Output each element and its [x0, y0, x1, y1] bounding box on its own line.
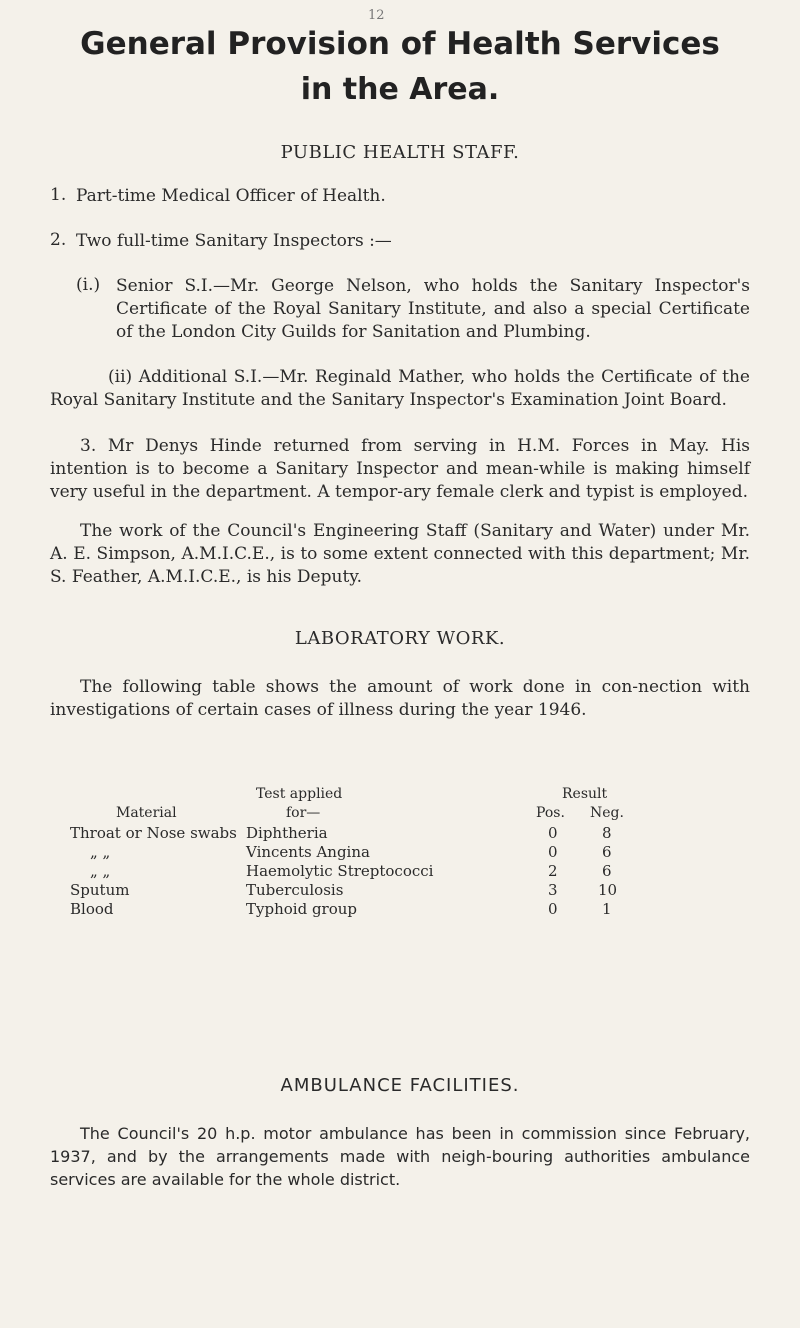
header-test-line1: Test applied [256, 786, 343, 802]
table-row [70, 824, 730, 843]
item2i-text: Senior S.I.—Mr. George Nelson, who holds the Sanitary Inspector's Certificate of the Royal Sanitary Institute, and also a special Certificate of the London City Guilds for Sanitation and Plumbing. [116, 276, 750, 342]
table-row [70, 843, 730, 862]
cell-pos: 0 [548, 843, 558, 861]
item1-text: Part-time Medical Officer of Health. [76, 186, 386, 206]
cell-pos: 3 [548, 881, 558, 899]
lab-table [70, 786, 730, 919]
cell-test: Diphtheria [246, 824, 328, 842]
cell-pos: 0 [548, 900, 558, 918]
page-subtitle: in the Area. [300, 72, 500, 107]
cell-neg: 6 [602, 843, 612, 861]
cell-neg: 10 [598, 881, 618, 899]
cell-material: Sputum [70, 881, 130, 899]
cell-test: Vincents Angina [246, 843, 370, 861]
table-row [70, 900, 730, 919]
cell-pos: 0 [548, 824, 558, 842]
cell-neg: 8 [602, 824, 612, 842]
page-title: General Provision of Health Services [80, 26, 720, 62]
item2i-number: (i.) [76, 275, 101, 295]
table-header-row-1 [70, 786, 730, 805]
item2-text: Two full-time Sanitary Inspectors :— [76, 231, 392, 251]
cell-test: Haemolytic Streptococci [246, 862, 434, 880]
item3-text: 3. Mr Denys Hinde returned from serving in H.M. Forces in May. His intention is to become a Sanitary Inspector and mean-while is making himself very useful in the department. A tempor-ary female clerk and typist is employed. [50, 436, 750, 502]
header-test-line2: for— [286, 805, 321, 821]
cell-material: „ „ [90, 843, 111, 861]
page-number: 12 [368, 8, 385, 23]
item2ii-text: (ii) Additional S.I.—Mr. Reginald Mather, who holds the Certificate of the Royal Sanitary Institute and the Sanitary Inspector's Examination Joint Board. [50, 367, 750, 410]
engineering-text: The work of the Council's Engineering Staff (Sanitary and Water) under Mr. A. E. Simpson, A.M.I.C.E., is to some extent connected with this department; Mr. S. Feather, A.M.I.C.E., is his Deputy. [50, 521, 750, 587]
ambulance-text: The Council's 20 h.p. motor ambulance has been in commission since February, 1937, and by the arrangements made with neigh-bouring authorities ambulance services are available for the whole district. [50, 1124, 750, 1189]
table-row [70, 862, 730, 881]
cell-neg: 1 [602, 900, 612, 918]
ambulance-heading: AMBULANCE FACILITIES. [280, 1075, 520, 1096]
header-result: Result [562, 786, 608, 802]
item2-number: 2. [50, 230, 67, 250]
cell-pos: 2 [548, 862, 558, 880]
header-material: Material [116, 805, 177, 821]
staff-heading: PUBLIC HEALTH STAFF. [280, 142, 520, 163]
cell-material: „ „ [90, 862, 111, 880]
cell-neg: 6 [602, 862, 612, 880]
table-header-row-2 [70, 805, 730, 824]
item1-number: 1. [50, 185, 67, 205]
header-neg: Neg. [590, 805, 624, 821]
lab-heading: LABORATORY WORK. [294, 628, 506, 649]
lab-intro: The following table shows the amount of work done in con-nection with investigations of certain cases of illness during the year 1946. [50, 677, 750, 720]
cell-test: Tuberculosis [246, 881, 344, 899]
cell-test: Typhoid group [246, 900, 358, 918]
cell-material: Throat or Nose swabs [70, 824, 237, 842]
header-pos: Pos. [536, 805, 565, 821]
table-row [70, 881, 730, 900]
cell-material: Blood [70, 900, 114, 918]
